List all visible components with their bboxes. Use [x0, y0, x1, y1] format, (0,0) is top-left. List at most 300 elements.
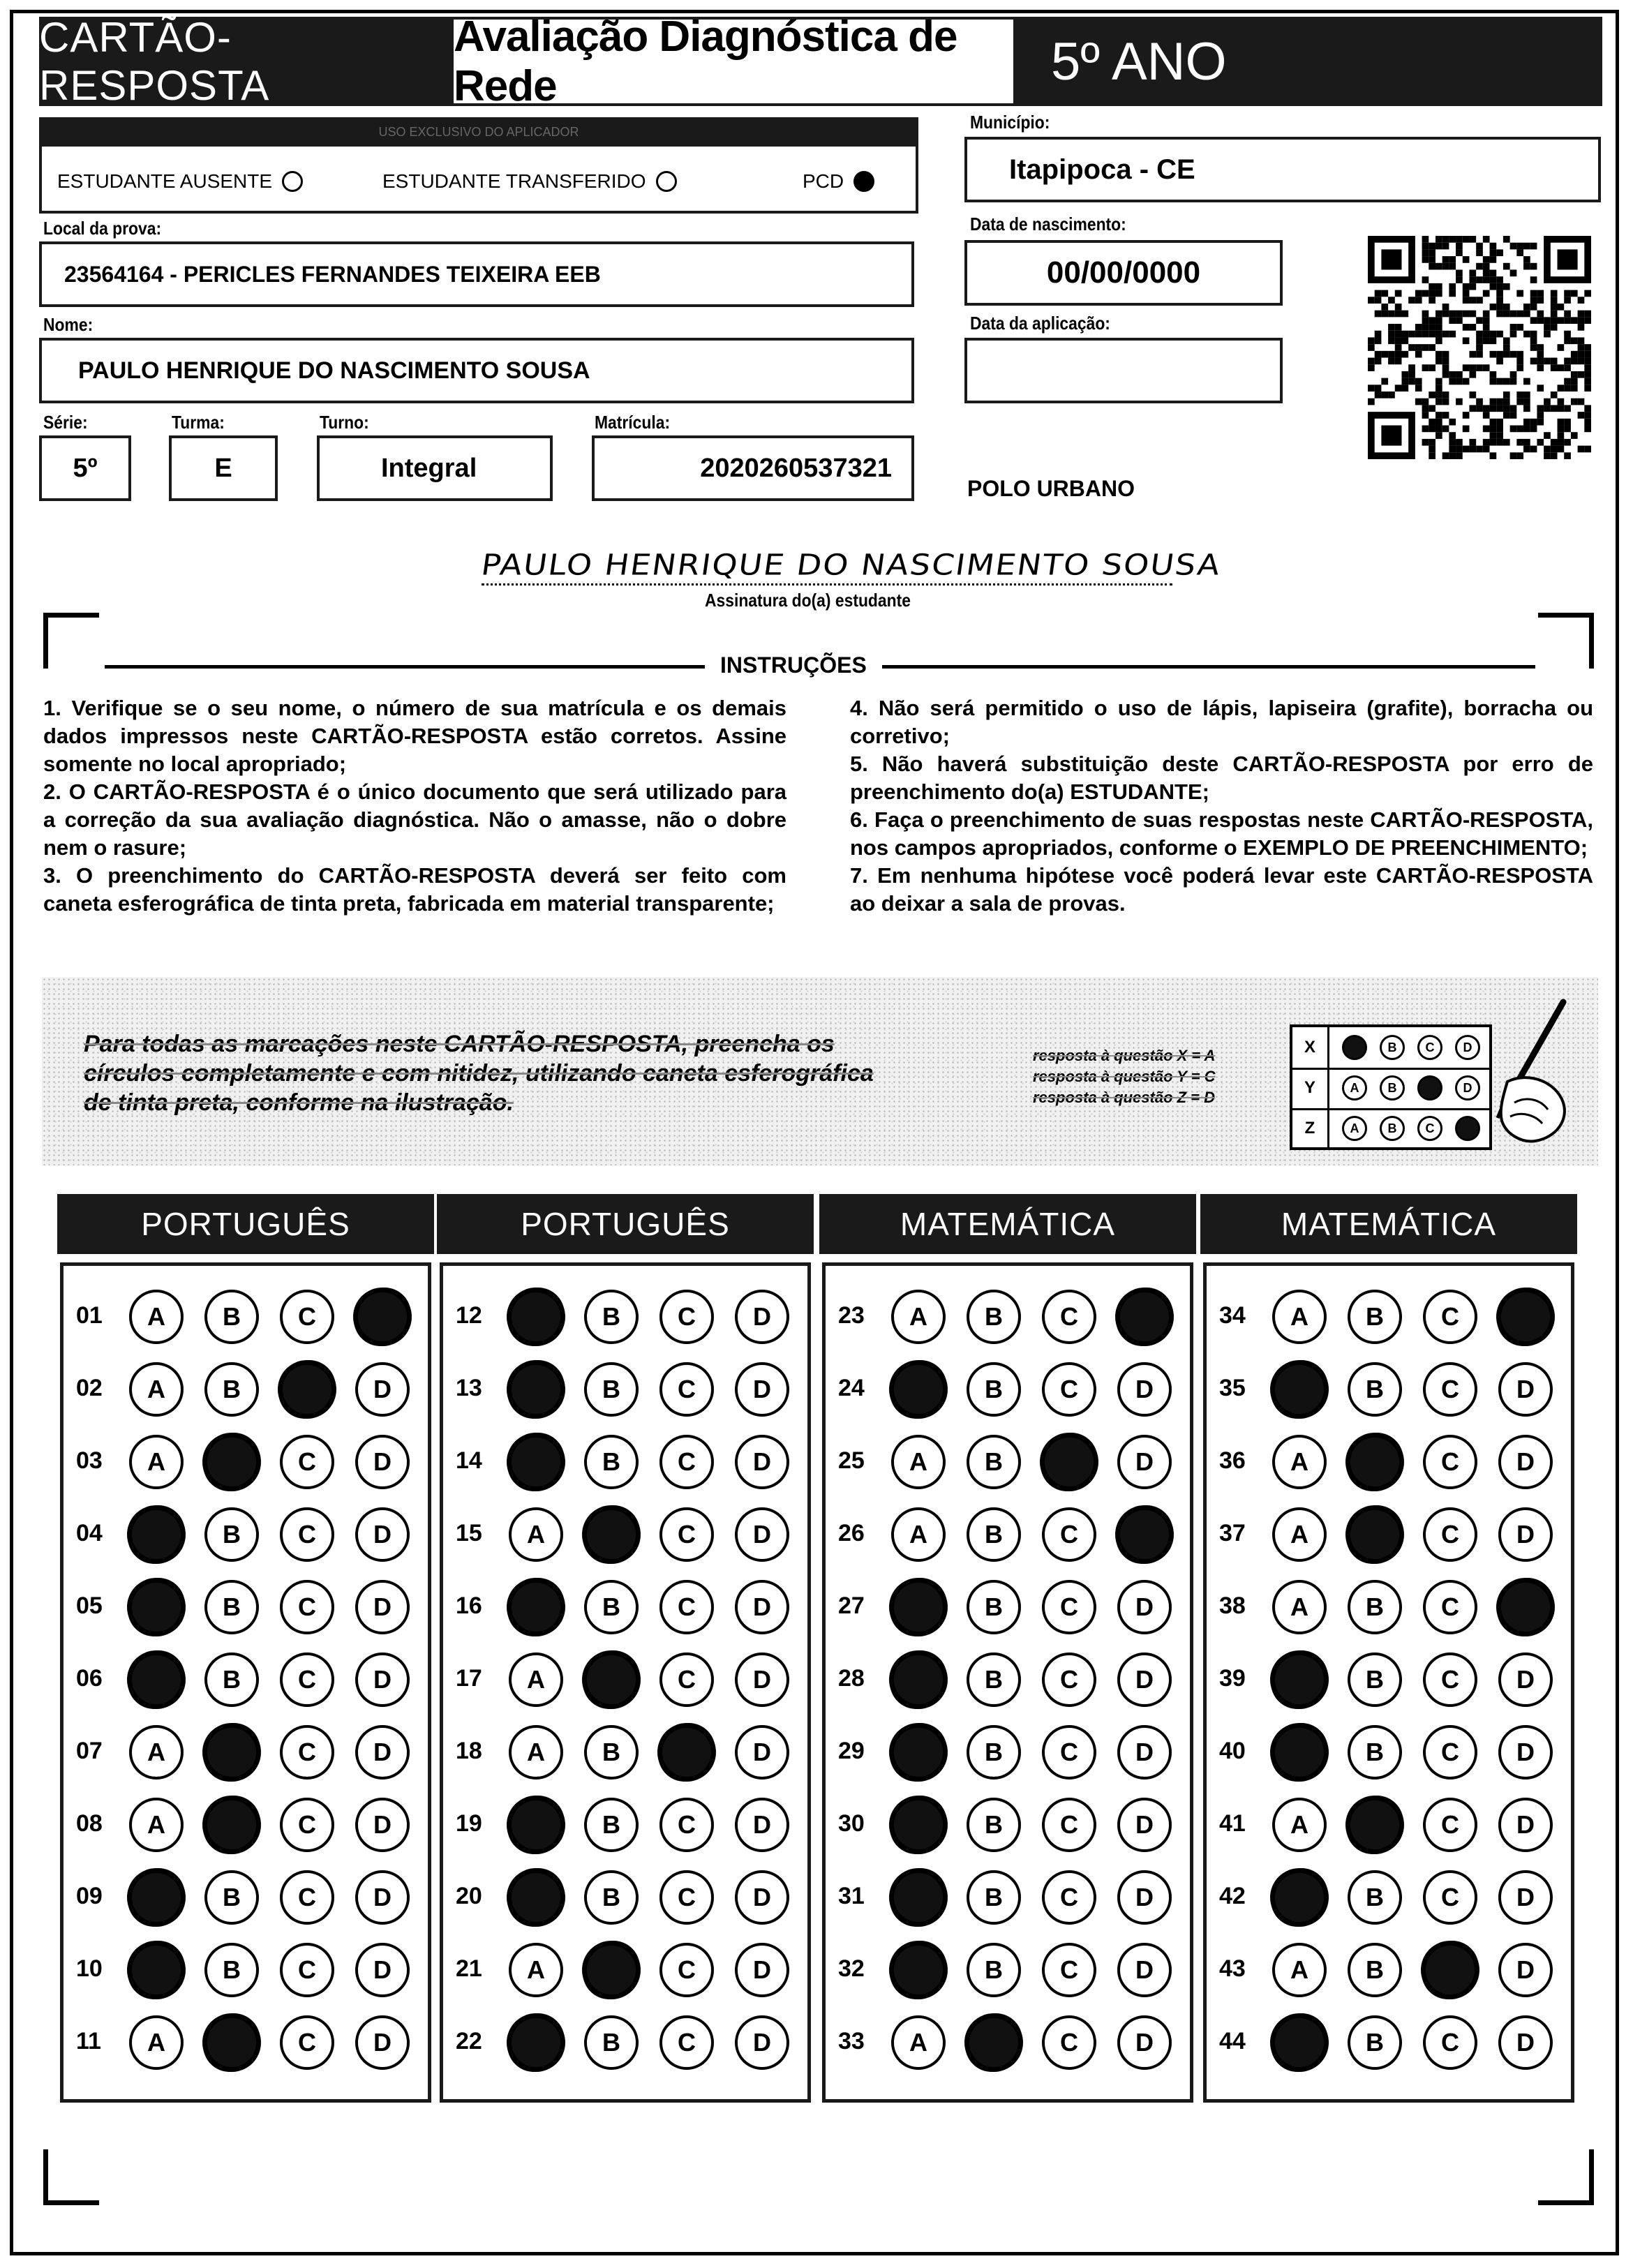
transferred-option[interactable] — [382, 170, 677, 193]
answer-bubble-a[interactable]: A — [129, 1435, 184, 1489]
answer-bubble-d[interactable]: D — [1498, 1870, 1553, 1925]
answer-bubble-a[interactable]: A — [509, 2015, 563, 2070]
answer-bubble-c[interactable]: C — [1423, 1435, 1477, 1489]
answer-bubble-c[interactable]: C — [1042, 1725, 1096, 1780]
answer-bubble-b[interactable]: B — [204, 1580, 259, 1634]
answer-bubble-d[interactable]: D — [1498, 1507, 1553, 1562]
answer-bubble-c[interactable]: C — [1423, 1652, 1477, 1707]
question-number: 17 — [456, 1665, 482, 1692]
answer-bubble-c[interactable]: C — [659, 1362, 714, 1417]
answer-column — [60, 1262, 431, 2103]
answer-bubble-a[interactable]: A — [129, 1725, 184, 1780]
status-bar: USO EXCLUSIVO DO APLICADOR — [39, 117, 918, 147]
transferred-label: ESTUDANTE TRANSFERIDO — [382, 170, 646, 192]
answer-bubble-c[interactable]: C — [659, 1870, 714, 1925]
question-row — [826, 1725, 1190, 1785]
question-number: 14 — [456, 1447, 482, 1474]
answer-bubble-c[interactable]: C — [1042, 1507, 1096, 1562]
answer-bubble-d[interactable]: D — [735, 1652, 789, 1707]
answer-bubble-d[interactable]: D — [735, 1290, 789, 1344]
answer-bubble-a[interactable]: A — [129, 2015, 184, 2070]
answer-bubble-b[interactable]: B — [967, 1435, 1021, 1489]
answer-bubble-d[interactable]: D — [1117, 1725, 1172, 1780]
question-number: 11 — [76, 2028, 101, 2054]
answer-bubble-b[interactable]: B — [204, 1725, 259, 1780]
answer-bubble-c[interactable]: C — [280, 1362, 334, 1417]
answer-bubble-c[interactable]: C — [280, 1725, 334, 1780]
answer-bubble-a[interactable]: A — [1272, 1435, 1327, 1489]
question-number: 41 — [1219, 1810, 1246, 1837]
answer-bubble-b[interactable]: B — [584, 1580, 639, 1634]
question-number: 43 — [1219, 1955, 1246, 1982]
question-number: 04 — [76, 1520, 103, 1546]
answer-bubble-b[interactable]: B — [1348, 1652, 1402, 1707]
answer-bubble-c[interactable]: C — [1042, 1362, 1096, 1417]
question-row — [1207, 1798, 1571, 1858]
question-row — [1207, 1652, 1571, 1713]
example-bubble-a: A — [1342, 1075, 1367, 1101]
answer-bubble-c[interactable]: C — [1423, 1362, 1477, 1417]
example-line-y: resposta à questão Y = C — [1033, 1068, 1216, 1085]
signature-line — [482, 583, 1172, 585]
answer-bubble-c[interactable]: C — [280, 1435, 334, 1489]
answer-bubble-d[interactable]: D — [735, 1435, 789, 1489]
question-number: 27 — [838, 1592, 865, 1619]
answer-bubble-d[interactable]: D — [1117, 1290, 1172, 1344]
answer-bubble-a[interactable]: A — [891, 1580, 946, 1634]
question-number: 19 — [456, 1810, 482, 1837]
pcd-bubble[interactable] — [853, 171, 874, 192]
answer-bubble-a[interactable]: A — [509, 1580, 563, 1634]
answer-bubble-b[interactable]: B — [1348, 1943, 1402, 1997]
answer-bubble-c[interactable]: C — [280, 2015, 334, 2070]
answer-bubble-d[interactable]: D — [735, 1580, 789, 1634]
question-number: 22 — [456, 2028, 482, 2054]
answer-bubble-d[interactable]: D — [1498, 1798, 1553, 1852]
question-number: 34 — [1219, 1302, 1246, 1329]
answer-bubble-a[interactable]: A — [509, 1798, 563, 1852]
question-row — [443, 1290, 807, 1350]
answer-bubble-c[interactable]: C — [1423, 1725, 1477, 1780]
signature-label: Assinatura do(a) estudante — [705, 590, 911, 611]
answer-bubble-b[interactable]: B — [204, 1362, 259, 1417]
answer-bubble-d[interactable]: D — [1498, 2015, 1553, 2070]
qr-code — [1368, 236, 1591, 459]
answer-bubble-d[interactable]: D — [1117, 1507, 1172, 1562]
answer-bubble-d[interactable]: D — [1117, 2015, 1172, 2070]
turma-field — [169, 435, 278, 501]
answer-bubble-b[interactable]: B — [967, 1507, 1021, 1562]
answer-bubble-c[interactable]: C — [659, 1798, 714, 1852]
question-row — [64, 1435, 428, 1495]
municipio-label: Município: — [970, 112, 1050, 133]
pcd-label: PCD — [803, 170, 844, 192]
municipio-value: Itapipoca - CE — [1009, 154, 1195, 185]
answer-bubble-b[interactable]: B — [967, 1580, 1021, 1634]
question-number: 30 — [838, 1810, 865, 1837]
question-row — [1207, 1507, 1571, 1567]
question-row — [64, 1362, 428, 1422]
answer-bubble-d[interactable]: D — [355, 2015, 410, 2070]
answer-bubble-b[interactable]: B — [204, 1652, 259, 1707]
example-row — [1292, 1027, 1489, 1070]
question-number: 01 — [76, 1302, 103, 1329]
answer-bubble-d[interactable]: D — [1498, 1943, 1553, 1997]
aplicacao-label: Data da aplicação: — [970, 313, 1110, 334]
answer-bubble-d[interactable]: D — [1117, 1362, 1172, 1417]
answer-bubble-a[interactable]: A — [129, 1507, 184, 1562]
answer-bubble-a[interactable]: A — [509, 1870, 563, 1925]
question-row — [826, 1652, 1190, 1713]
answer-bubble-c[interactable]: C — [659, 1652, 714, 1707]
answer-bubble-d[interactable]: D — [735, 1507, 789, 1562]
question-row — [64, 1725, 428, 1785]
answer-bubble-b[interactable]: B — [1348, 1362, 1402, 1417]
answer-bubble-a[interactable]: A — [891, 1798, 946, 1852]
answer-bubble-a[interactable]: A — [509, 1943, 563, 1997]
question-row — [443, 1943, 807, 2003]
absent-option[interactable] — [57, 170, 303, 193]
question-number: 10 — [76, 1955, 103, 1982]
answer-bubble-d[interactable]: D — [1117, 1580, 1172, 1634]
question-number: 02 — [76, 1375, 103, 1401]
question-row — [826, 1943, 1190, 2003]
column-header: MATEMÁTICA — [819, 1194, 1196, 1254]
example-bubble-b: B — [1380, 1035, 1405, 1060]
answer-bubble-a[interactable]: A — [129, 1870, 184, 1925]
corner-mark-top-right — [1538, 613, 1594, 669]
answer-bubble-d[interactable]: D — [1117, 1435, 1172, 1489]
answer-bubble-b[interactable]: B — [584, 1870, 639, 1925]
answer-bubble-b[interactable]: B — [584, 1435, 639, 1489]
answer-bubble-d[interactable]: D — [355, 1435, 410, 1489]
answer-bubble-c[interactable]: C — [1423, 1870, 1477, 1925]
question-row — [64, 2015, 428, 2075]
answer-bubble-a[interactable]: A — [891, 2015, 946, 2070]
instruction-4: 4. Não será permitido o uso de lápis, lapiseira (grafite), borracha ou corretivo; — [850, 696, 1593, 748]
answer-bubble-c[interactable]: C — [1423, 1798, 1477, 1852]
example-bubble-b: B — [1380, 1075, 1405, 1101]
column-header: PORTUGUÊS — [437, 1194, 814, 1254]
answer-bubble-b[interactable]: B — [1348, 2015, 1402, 2070]
question-row — [826, 1435, 1190, 1495]
example-row — [1292, 1108, 1489, 1149]
answer-bubble-a[interactable]: A — [891, 1507, 946, 1562]
question-number: 38 — [1219, 1592, 1246, 1619]
answer-bubble-d[interactable]: D — [355, 1943, 410, 1997]
answer-bubble-a[interactable]: A — [891, 1652, 946, 1707]
answer-bubble-b[interactable]: B — [204, 1435, 259, 1489]
answer-bubble-c[interactable]: C — [1042, 2015, 1096, 2070]
answer-bubble-c[interactable]: C — [659, 1580, 714, 1634]
question-number: 25 — [838, 1447, 865, 1474]
answer-bubble-a[interactable]: A — [1272, 2015, 1327, 2070]
answer-bubble-b[interactable]: B — [1348, 1725, 1402, 1780]
answer-bubble-c[interactable]: C — [280, 1798, 334, 1852]
polo-label: POLO URBANO — [967, 476, 1135, 501]
answer-bubble-b[interactable]: B — [967, 1290, 1021, 1344]
answer-bubble-c[interactable]: C — [280, 1652, 334, 1707]
absent-bubble[interactable] — [282, 171, 303, 192]
answer-bubble-d[interactable]: D — [355, 1507, 410, 1562]
answer-bubble-d[interactable]: D — [1498, 1362, 1553, 1417]
answer-bubble-a[interactable]: A — [1272, 1725, 1327, 1780]
instruction-2: 2. O CARTÃO-RESPOSTA é o único documento que será utilizado para a correção da sua avaliação diagnóstica. Não o amasse, não o dobre nem o rasure; — [43, 779, 786, 860]
answer-bubble-a[interactable]: A — [891, 1943, 946, 1997]
example-text: Para todas as marcações neste CARTÃO-RESPOSTA, preencha os círculos completamente e com nitidez, utilizando caneta esferográfica de tinta preta, conforme na ilustração. — [84, 1031, 874, 1116]
answer-bubble-c[interactable]: C — [1423, 1580, 1477, 1634]
question-row — [826, 1362, 1190, 1422]
turma-label: Turma: — [172, 412, 225, 433]
answer-bubble-d[interactable]: D — [355, 1870, 410, 1925]
question-number: 40 — [1219, 1738, 1246, 1764]
example-bubble-d: D — [1455, 1035, 1480, 1060]
question-row — [443, 1870, 807, 1930]
answer-bubble-d[interactable]: D — [735, 1798, 789, 1852]
answer-bubble-a[interactable]: A — [1272, 1362, 1327, 1417]
answer-bubble-d[interactable]: D — [355, 1290, 410, 1344]
instructions-right — [850, 694, 1593, 918]
pen-hand-icon — [1466, 998, 1570, 1151]
answer-bubble-b[interactable]: B — [1348, 1798, 1402, 1852]
answer-bubble-a[interactable]: A — [129, 1362, 184, 1417]
answer-bubble-c[interactable]: C — [280, 1290, 334, 1344]
answer-bubble-d[interactable]: D — [735, 1362, 789, 1417]
question-number: 29 — [838, 1738, 865, 1764]
answer-bubble-a[interactable]: A — [509, 1435, 563, 1489]
answer-bubble-b[interactable]: B — [204, 1290, 259, 1344]
answer-bubble-d[interactable]: D — [355, 1798, 410, 1852]
answer-column — [822, 1262, 1193, 2103]
answer-bubble-b[interactable]: B — [967, 2015, 1021, 2070]
answer-bubble-b[interactable]: B — [584, 2015, 639, 2070]
question-number: 06 — [76, 1665, 103, 1692]
answer-bubble-c[interactable]: C — [659, 1290, 714, 1344]
answer-bubble-d[interactable]: D — [355, 1652, 410, 1707]
question-row — [1207, 1290, 1571, 1350]
answer-bubble-a[interactable]: A — [129, 1798, 184, 1852]
turma-value: E — [214, 453, 232, 483]
answer-bubble-b[interactable]: B — [967, 1362, 1021, 1417]
answer-bubble-b[interactable]: B — [967, 1725, 1021, 1780]
question-row — [443, 2015, 807, 2075]
answer-bubble-c[interactable]: C — [1423, 1290, 1477, 1344]
example-line-x: resposta à questão X = A — [1033, 1047, 1216, 1064]
answer-bubble-a[interactable]: A — [891, 1290, 946, 1344]
answer-bubble-d[interactable]: D — [1117, 1870, 1172, 1925]
question-row — [443, 1362, 807, 1422]
answer-bubble-b[interactable]: B — [967, 1943, 1021, 1997]
answer-bubble-b[interactable]: B — [584, 1507, 639, 1562]
answer-bubble-c[interactable]: C — [280, 1870, 334, 1925]
answer-bubble-c[interactable]: C — [1423, 2015, 1477, 2070]
answer-column — [1203, 1262, 1574, 2103]
answer-bubble-a[interactable]: A — [1272, 1943, 1327, 1997]
answer-bubble-a[interactable]: A — [891, 1725, 946, 1780]
answer-bubble-d[interactable]: D — [1117, 1798, 1172, 1852]
answer-bubble-a[interactable]: A — [129, 1580, 184, 1634]
turno-value: Integral — [381, 453, 477, 483]
nome-field — [39, 338, 914, 403]
matricula-field — [592, 435, 914, 501]
instruction-3: 3. O preenchimento do CARTÃO-RESPOSTA deverá ser feito com caneta esferográfica de tinta preta, fabricada em material transparente; — [43, 863, 786, 916]
example-row-label: Z — [1292, 1108, 1329, 1149]
exam-title: Avaliação Diagnóstica de Rede — [451, 17, 1016, 106]
answer-bubble-b[interactable]: B — [967, 1798, 1021, 1852]
serie-label: Série: — [43, 412, 88, 433]
answer-bubble-b[interactable]: B — [204, 1870, 259, 1925]
question-row — [443, 1435, 807, 1495]
answer-bubble-d[interactable]: D — [355, 1362, 410, 1417]
question-row — [1207, 1580, 1571, 1640]
example-row-label: Y — [1292, 1068, 1329, 1108]
answer-bubble-c[interactable]: C — [659, 2015, 714, 2070]
signature-handwritten: PAULO HENRIQUE DO NASCIMENTO SOUSA — [479, 547, 1224, 582]
answer-bubble-b[interactable]: B — [1348, 1290, 1402, 1344]
answer-bubble-d[interactable]: D — [1498, 1652, 1553, 1707]
answer-bubble-c[interactable]: C — [1042, 1435, 1096, 1489]
answer-bubble-c[interactable]: C — [1042, 1290, 1096, 1344]
question-number: 44 — [1219, 2028, 1246, 2054]
question-number: 16 — [456, 1592, 482, 1619]
answer-bubble-c[interactable]: C — [280, 1943, 334, 1997]
answer-bubble-b[interactable]: B — [1348, 1507, 1402, 1562]
answer-bubble-b[interactable]: B — [204, 2015, 259, 2070]
answer-bubble-d[interactable]: D — [1117, 1652, 1172, 1707]
question-row — [443, 1580, 807, 1640]
question-number: 36 — [1219, 1447, 1246, 1474]
grade-label: 5º ANO — [1016, 17, 1602, 106]
question-number: 12 — [456, 1302, 482, 1329]
answer-bubble-c[interactable]: C — [1042, 1580, 1096, 1634]
answer-bubble-d[interactable]: D — [1498, 1725, 1553, 1780]
question-number: 26 — [838, 1520, 865, 1546]
example-bubble-c: C — [1417, 1116, 1442, 1141]
example-grid — [1290, 1024, 1492, 1150]
nome-label: Nome: — [43, 314, 94, 335]
matricula-value: 2020260537321 — [700, 453, 892, 483]
answer-bubble-a[interactable]: A — [891, 1435, 946, 1489]
answer-bubble-d[interactable]: D — [1498, 1290, 1553, 1344]
example-row — [1292, 1068, 1489, 1110]
answer-bubble-c[interactable]: C — [1042, 1652, 1096, 1707]
answer-bubble-c[interactable]: C — [1042, 1798, 1096, 1852]
answer-bubble-b[interactable]: B — [584, 1943, 639, 1997]
answer-bubble-b[interactable]: B — [967, 1652, 1021, 1707]
nome-value: PAULO HENRIQUE DO NASCIMENTO SOUSA — [78, 357, 590, 384]
question-number: 07 — [76, 1738, 103, 1764]
question-row — [443, 1652, 807, 1713]
answer-bubble-b[interactable]: B — [204, 1943, 259, 1997]
answer-bubble-a[interactable]: A — [1272, 1652, 1327, 1707]
question-row — [64, 1290, 428, 1350]
question-number: 24 — [838, 1375, 865, 1401]
answer-bubble-c[interactable]: C — [659, 1507, 714, 1562]
pcd-option[interactable] — [803, 170, 874, 193]
answer-bubble-a[interactable]: A — [891, 1362, 946, 1417]
answer-bubble-b[interactable]: B — [584, 1725, 639, 1780]
question-number: 31 — [838, 1883, 865, 1909]
answer-bubble-a[interactable]: A — [509, 1507, 563, 1562]
answer-bubble-b[interactable]: B — [584, 1652, 639, 1707]
question-row — [64, 1507, 428, 1567]
question-row — [1207, 2015, 1571, 2075]
answer-bubble-c[interactable]: C — [1423, 1943, 1477, 1997]
answer-bubble-a[interactable]: A — [891, 1870, 946, 1925]
serie-field — [39, 435, 131, 501]
answer-bubble-d[interactable]: D — [1498, 1580, 1553, 1634]
answer-bubble-b[interactable]: B — [1348, 1435, 1402, 1489]
transferred-bubble[interactable] — [656, 171, 677, 192]
answer-bubble-a[interactable]: A — [509, 1725, 563, 1780]
question-row — [64, 1798, 428, 1858]
instructions-title: INSTRUÇÕES — [705, 652, 882, 678]
answer-bubble-b[interactable]: B — [584, 1798, 639, 1852]
answer-bubble-d[interactable]: D — [1117, 1943, 1172, 1997]
question-row — [826, 1290, 1190, 1350]
answer-bubble-a[interactable]: A — [1272, 1507, 1327, 1562]
answer-bubble-d[interactable]: D — [1498, 1435, 1553, 1489]
matricula-label: Matrícula: — [595, 412, 671, 433]
nascimento-field — [964, 240, 1283, 306]
answer-bubble-c[interactable]: C — [659, 1725, 714, 1780]
question-row — [64, 1943, 428, 2003]
answer-bubble-a[interactable]: A — [509, 1652, 563, 1707]
answer-bubble-d[interactable]: D — [735, 1725, 789, 1780]
answer-bubble-b[interactable]: B — [584, 1290, 639, 1344]
example-bubble-c: C — [1417, 1035, 1442, 1060]
answer-bubble-a[interactable]: A — [129, 1290, 184, 1344]
column-header: MATEMÁTICA — [1200, 1194, 1577, 1254]
answer-bubble-d[interactable]: D — [735, 1870, 789, 1925]
answer-bubble-b[interactable]: B — [967, 1870, 1021, 1925]
answer-bubble-a[interactable]: A — [509, 1362, 563, 1417]
answer-bubble-c[interactable]: C — [1042, 1870, 1096, 1925]
question-number: 18 — [456, 1738, 482, 1764]
aplicacao-field — [964, 338, 1283, 403]
card-title: CARTÃO-RESPOSTA — [39, 17, 451, 106]
question-row — [443, 1798, 807, 1858]
question-number: 23 — [838, 1302, 865, 1329]
answer-bubble-b[interactable]: B — [204, 1798, 259, 1852]
answer-bubble-b[interactable]: B — [1348, 1580, 1402, 1634]
answer-bubble-d[interactable]: D — [355, 1725, 410, 1780]
answer-bubble-a[interactable]: A — [129, 1652, 184, 1707]
answer-bubble-d[interactable]: D — [735, 2015, 789, 2070]
turno-label: Turno: — [320, 412, 369, 433]
answer-bubble-a[interactable]: A — [1272, 1290, 1327, 1344]
answer-bubble-c[interactable]: C — [659, 1943, 714, 1997]
answer-bubble-a[interactable]: A — [129, 1943, 184, 1997]
answer-bubble-b[interactable]: B — [204, 1507, 259, 1562]
answer-bubble-a[interactable]: A — [1272, 1870, 1327, 1925]
answer-bubble-a[interactable]: A — [1272, 1580, 1327, 1634]
answer-bubble-c[interactable]: C — [280, 1580, 334, 1634]
answer-bubble-b[interactable]: B — [1348, 1870, 1402, 1925]
instructions-left — [43, 694, 786, 918]
answer-bubble-c[interactable]: C — [280, 1507, 334, 1562]
answer-bubble-b[interactable]: B — [584, 1362, 639, 1417]
question-number: 28 — [838, 1665, 865, 1692]
answer-bubble-a[interactable]: A — [509, 1290, 563, 1344]
answer-bubble-a[interactable]: A — [1272, 1798, 1327, 1852]
answer-bubble-c[interactable]: C — [1042, 1943, 1096, 1997]
answer-bubble-d[interactable]: D — [355, 1580, 410, 1634]
question-row — [64, 1580, 428, 1640]
answer-bubble-c[interactable]: C — [659, 1435, 714, 1489]
answer-bubble-c[interactable]: C — [1423, 1507, 1477, 1562]
answer-bubble-d[interactable]: D — [735, 1943, 789, 1997]
